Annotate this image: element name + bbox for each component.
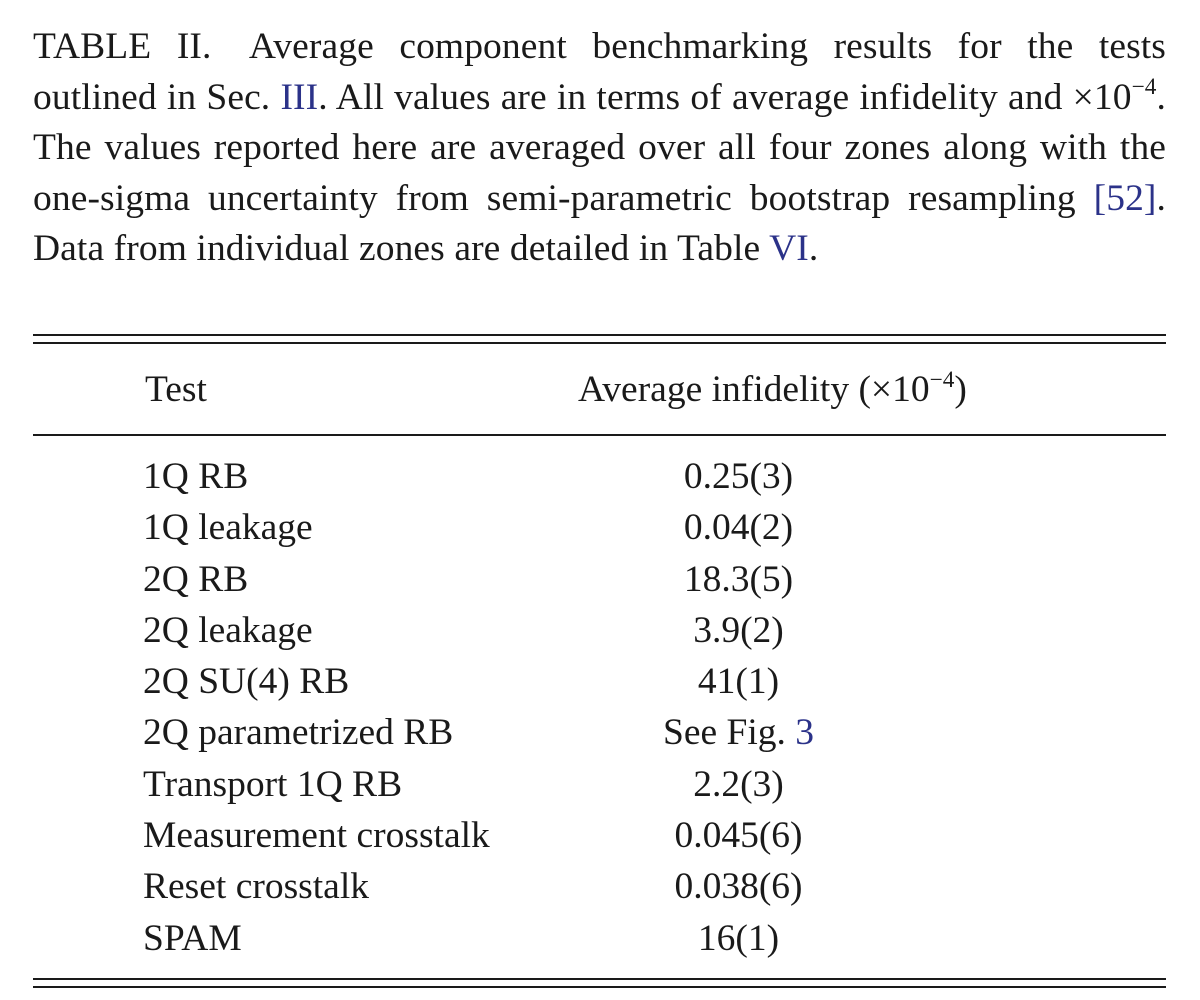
- cell-test: 2Q RB: [143, 558, 249, 600]
- table-row: [33, 451, 1166, 502]
- table-header: [33, 344, 1166, 434]
- caption-text: .: [808, 228, 819, 270]
- caption-text: . The values reported here are averaged over all four zones along with the one-sigma uncertainty from semi-parametric bootstrap resampling: [33, 76, 1166, 219]
- cell-value: 0.25(3): [683, 456, 794, 497]
- cell-value: 3.9(2): [693, 609, 784, 651]
- figure-ref-link[interactable]: 3: [795, 712, 815, 754]
- header-average-infidelity: [578, 368, 967, 411]
- cell-test: 2Q SU(4) RB: [143, 661, 350, 703]
- table-body: [33, 436, 1166, 964]
- cell-value: 2.2(3): [693, 763, 784, 805]
- cell-value-text: See Fig.: [662, 712, 786, 754]
- header-test: Test: [145, 369, 207, 410]
- table-row: [33, 554, 1166, 605]
- caption-text: . Data from individual zones are detailed in Table: [33, 177, 1166, 270]
- table-caption: [33, 22, 1166, 275]
- table-row: [33, 759, 1166, 810]
- cell-value: 0.04(2): [683, 507, 794, 549]
- cell-test: 2Q parametrized RB: [143, 712, 454, 754]
- cell-test: 1Q RB: [143, 456, 249, 497]
- header-value-prefix: Average infidelity (×10: [578, 369, 930, 410]
- cell-value: 16(1): [697, 917, 780, 959]
- cell-value: 41(1): [697, 661, 780, 703]
- cell-test: 2Q leakage: [143, 609, 313, 651]
- table-row: [33, 502, 1166, 553]
- bottom-rule-second: [33, 986, 1166, 988]
- bottom-rule: [33, 978, 1166, 980]
- header-exponent: −4: [929, 366, 955, 393]
- cell-test: Measurement crosstalk: [143, 815, 490, 857]
- table-row: [33, 605, 1166, 656]
- cell-value: 18.3(5): [683, 558, 794, 600]
- results-table: [33, 334, 1166, 988]
- table-row: [33, 913, 1166, 964]
- cell-test: SPAM: [143, 917, 242, 959]
- table-row: [33, 810, 1166, 861]
- header-value-suffix: ): [954, 369, 967, 410]
- cell-test: 1Q leakage: [143, 507, 313, 549]
- section-ref-link[interactable]: III: [280, 76, 319, 118]
- table-row: [33, 656, 1166, 707]
- cell-value: [553, 707, 924, 758]
- cell-value: 0.038(6): [674, 866, 803, 908]
- table-ref-link[interactable]: VI: [769, 228, 809, 270]
- table-row: [33, 707, 1166, 758]
- caption-label: TABLE II.: [33, 26, 212, 67]
- caption-text: . All values are in terms of average infidelity and ×10: [318, 76, 1132, 118]
- cell-test: Reset crosstalk: [143, 866, 369, 908]
- table-row: [33, 861, 1166, 912]
- top-rule: [33, 334, 1166, 336]
- caption-exponent: −4: [1131, 74, 1157, 101]
- caption-text: Average component benchmarking results for the tests outlined in Sec.: [33, 26, 1166, 118]
- citation-link[interactable]: [52]: [1093, 177, 1157, 219]
- cell-test: Transport 1Q RB: [143, 763, 403, 805]
- cell-value: 0.045(6): [674, 815, 803, 857]
